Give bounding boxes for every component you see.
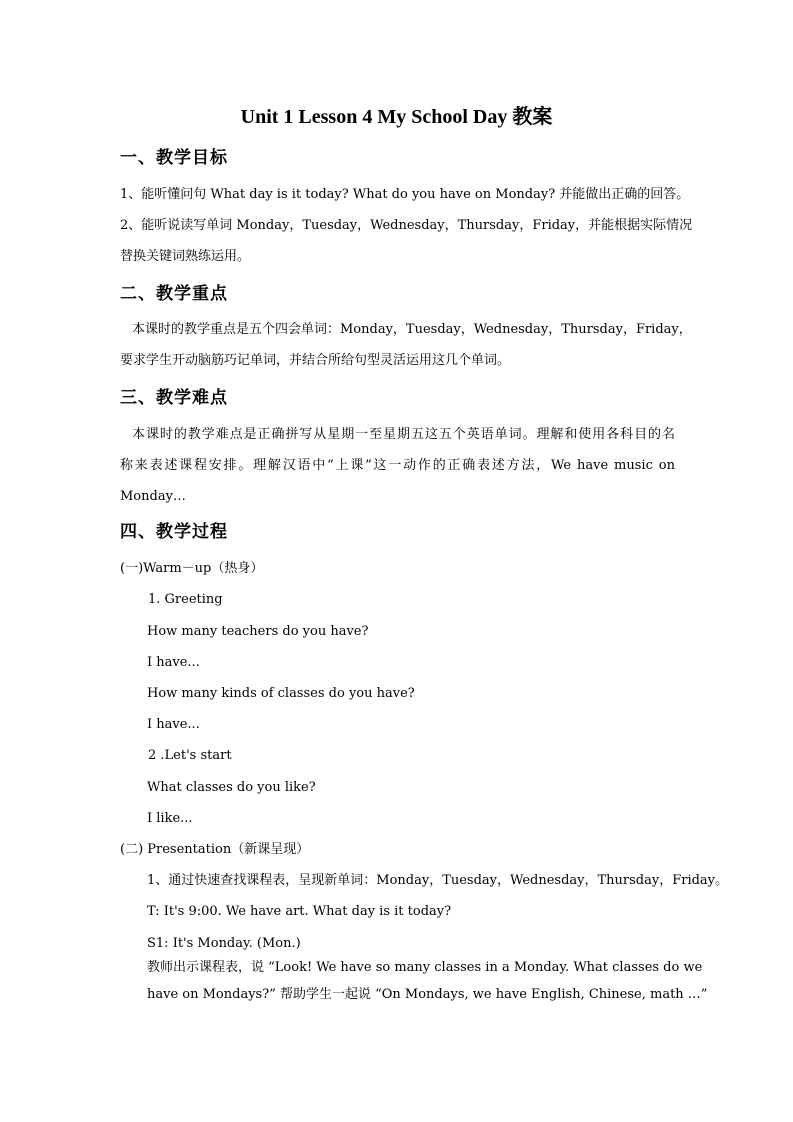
- warmup-answer-3: I like...: [147, 811, 193, 826]
- warmup-answer-2: I have...: [147, 717, 200, 732]
- presentation-description-1: 教师出示课程表，说 “Look! We have so many classes in a Monday. What classes do we: [147, 960, 703, 975]
- section-heading-objectives: 一、教学目标: [120, 148, 228, 168]
- warmup-question-3: What classes do you like?: [147, 780, 316, 795]
- presentation-description-2: have on Mondays?” 帮助学生一起说 “On Mondays, we have English, Chinese, math …”: [147, 987, 708, 1002]
- document-title: Unit 1 Lesson 4 My School Day 教案: [240, 106, 553, 128]
- difficulties-line-1: 本课时的教学难点是正确拼写从星期一至星期五这五个英语单词。理解和使用各科目的名: [132, 427, 675, 442]
- objectives-line-2: 2、能听说读写单词 Monday，Tuesday，Wednesday，Thursday，Friday，并能根据实际情况: [120, 218, 693, 233]
- section-heading-key-points: 二、教学重点: [120, 284, 228, 304]
- key-points-line-1: 本课时的教学重点是五个四会单词：Monday，Tuesday，Wednesday，Thursday，Friday，: [132, 322, 692, 337]
- section-heading-process: 四、教学过程: [120, 522, 228, 542]
- difficulties-line-3: Monday…: [120, 489, 186, 504]
- warmup-question-2: How many kinds of classes do you have?: [147, 686, 415, 701]
- warmup-question-1: How many teachers do you have?: [147, 624, 369, 639]
- section-heading-difficulties: 三、教学难点: [120, 388, 228, 408]
- warmup-lets-start: 2 .Let's start: [148, 748, 232, 763]
- objectives-line-1: 1、能听懂问句 What day is it today? What do you have on Monday? 并能做出正确的回答。: [120, 187, 690, 202]
- warmup-label: (一)Warm－up（热身）: [120, 561, 264, 576]
- presentation-step-1: 1、通过快速查找课程表，呈现新单词：Monday，Tuesday，Wednesday，Thursday，Friday。: [147, 873, 729, 888]
- objectives-line-3: 替换关键词熟练运用。: [120, 249, 251, 264]
- presentation-label: (二) Presentation（新课呈现）: [120, 842, 310, 857]
- key-points-line-2: 要求学生开动脑筋巧记单词，并结合所给句型灵活运用这几个单词。: [120, 353, 511, 368]
- warmup-answer-1: I have...: [147, 655, 200, 670]
- presentation-student-line: S1: It's Monday. (Mon.): [147, 936, 301, 951]
- warmup-greeting: 1. Greeting: [148, 592, 223, 607]
- difficulties-line-2: 称来表述课程安排。理解汉语中“上课”这一动作的正确表述方法，We have music on: [120, 458, 675, 473]
- presentation-teacher-line: T: It's 9:00. We have art. What day is it today?: [147, 904, 452, 919]
